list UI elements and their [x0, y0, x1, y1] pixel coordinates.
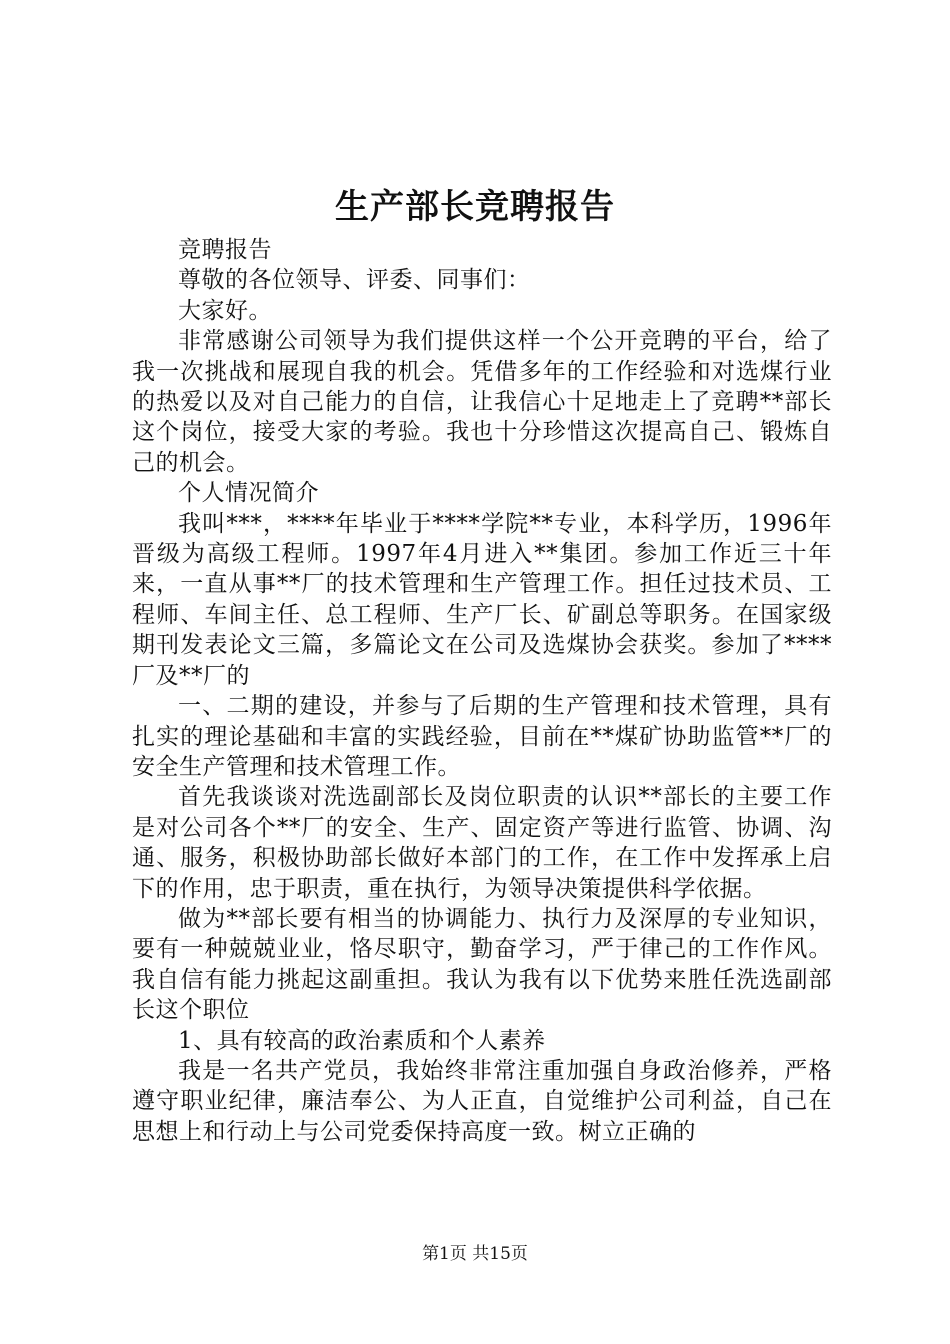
paragraph-construction: 一、二期的建设，并参与了后期的生产管理和技术管理，具有扎实的理论基础和丰富的实践经验，目前在**煤矿协助监管**厂的安全生产管理和技术管理工作。: [132, 693, 832, 780]
paragraph-thanks: 非常感谢公司领导为我们提供这样一个公开竞聘的平台，给了我一次挑战和展现自我的机会。凭借多年的工作经验和对选煤行业的热爱以及对自己能力的自信，让我信心十足地走上了竞聘**部长这个岗位，接受大家的考验。我也十分珍惜这次提高自己、锻炼自己的机会。: [132, 328, 832, 476]
page-number-footer: 第1页 共15页: [422, 1244, 528, 1264]
document-body: [132, 235, 832, 1147]
paragraph-greeting: 大家好。: [178, 297, 272, 324]
paragraph-heading-report: 竞聘报告: [178, 237, 272, 263]
paragraph-requirements: 做为**部长要有相当的协调能力、执行力及深厚的专业知识，要有一种兢兢业业，恪尽职守，勤奋学习，严于律己的工作作风。我自信有能力挑起这副重担。我认为我有以下优势来胜任洗选副部长这个职位: [132, 905, 832, 1024]
paragraph-heading-advantage-1: 1、具有较高的政治素质和个人素养: [178, 1027, 546, 1054]
paragraph-profile: 我叫***，****年毕业于****学院**专业，本科学历，1996年晋级为高级工程师。1997年4月进入**集团。参加工作近三十年来，一直从事**厂的技术管理和生产管理工作。担任过技术员、工程师、车间主任、总工程师、生产厂长、矿副总等职务。在国家级期刊发表论文三篇，多篇论文在公司及选煤协会获奖。参加了****厂及**厂的: [132, 510, 832, 689]
paragraph-political-quality: 我是一名共产党员，我始终非常注重加强自身政治修养，严格遵守职业纪律，廉洁奉公、为人正直，自觉维护公司利益，自己在思想上和行动上与公司党委保持高度一致。树立正确的: [132, 1057, 832, 1145]
paragraph-heading-profile: 个人情况简介: [178, 480, 319, 507]
paragraph-salutation: 尊敬的各位领导、评委、同事们：: [178, 267, 531, 294]
document-title: 生产部长竞聘报告: [335, 187, 615, 227]
paragraph-role-understanding: 首先我谈谈对洗选副部长及岗位职责的认识**部长的主要工作是对公司各个**厂的安全、生产、固定资产等进行监管、协调、沟通、服务，积极协助部长做好本部门的工作，在工作中发挥承上启下的作用，忠于职责，重在执行，为领导决策提供科学依据。: [132, 784, 832, 902]
